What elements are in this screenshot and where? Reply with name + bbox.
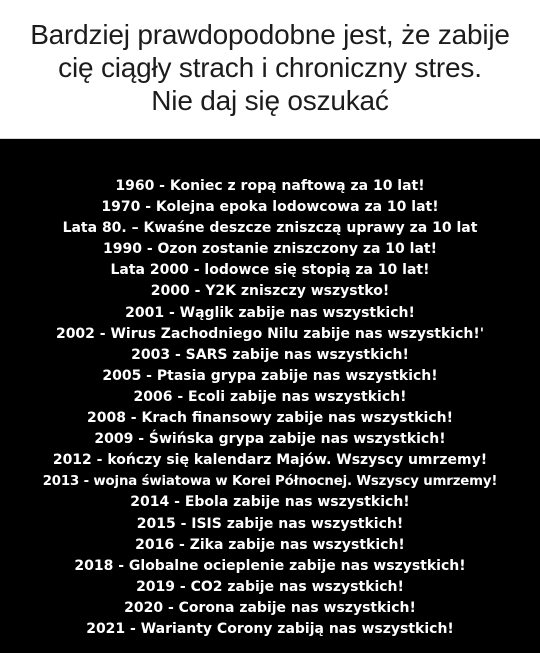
- timeline-item-2000: 2000 - Y2K zniszczy wszystko!: [150, 283, 390, 300]
- timeline-item-2001: 2001 - Wąglik zabije nas wszystkich!: [125, 304, 415, 321]
- timeline-item-2021: 2021 - Warianty Corony zabiją nas wszystkich!: [86, 620, 454, 637]
- timeline-item-2015: 2015 - ISIS zabije nas wszystkich!: [136, 515, 404, 532]
- caption-line-3: Nie daj się oszukać: [151, 85, 389, 116]
- timeline-item-2012: 2012 - kończy się kalendarz Majów. Wszyscy umrzemy!: [52, 452, 488, 469]
- doom-timeline-list: [0, 176, 540, 640]
- timeline-item-2018: 2018 - Globalne ocieplenie zabije nas wszystkich!: [74, 557, 466, 574]
- timeline-item-2008: 2008 - Krach finansowy zabije nas wszystkich!: [86, 410, 454, 427]
- timeline-item-1960: 1960 - Koniec z ropą naftową za 10 lat!: [115, 178, 425, 194]
- timeline-item-2013: 2013 - wojna światowa w Korei Północnej. Wszyscy umrzemy!: [42, 474, 498, 490]
- timeline-item-2020: 2020 - Corona zabije nas wszystkich!: [124, 599, 416, 616]
- timeline-item-1990: 1990 - Ozon zostanie zniszczony za 10 lat!: [103, 241, 437, 258]
- timeline-item-1970: 1970 - Kolejna epoka lodowcowa za 10 lat!: [101, 199, 439, 216]
- timeline-item-1980s: Lata 80. – Kwaśne deszcze zniszczą uprawy za 10 lat: [62, 220, 478, 237]
- timeline-item-2002: 2002 - Wirus Zachodniego Nilu zabije nas wszystkich!': [55, 325, 485, 342]
- caption-line-1: Bardziej prawdopodobne jest, że zabije: [30, 19, 510, 50]
- timeline-item-2014: 2014 - Ebola zabije nas wszystkich!: [130, 494, 410, 511]
- caption-line-2: cię ciągły strach i chroniczny stres.: [58, 52, 482, 83]
- timeline-item-2016: 2016 - Zika zabije nas wszystkich!: [135, 536, 405, 553]
- timeline-item-2005: 2005 - Ptasia grypa zabije nas wszystkich!: [102, 367, 438, 384]
- timeline-item-2003: 2003 - SARS zabije nas wszystkich!: [131, 346, 409, 363]
- caption-header: [0, 0, 540, 139]
- timeline-item-2019: 2019 - CO2 zabije nas wszystkich!: [136, 578, 404, 595]
- timeline-item-2000s: Lata 2000 - lodowce się stopią za 10 lat!: [110, 262, 430, 279]
- timeline-item-2006: 2006 - Ecoli zabije nas wszystkich!: [133, 388, 407, 405]
- timeline-item-2009: 2009 - Świńska grypa zabije nas wszystkich!: [94, 431, 446, 448]
